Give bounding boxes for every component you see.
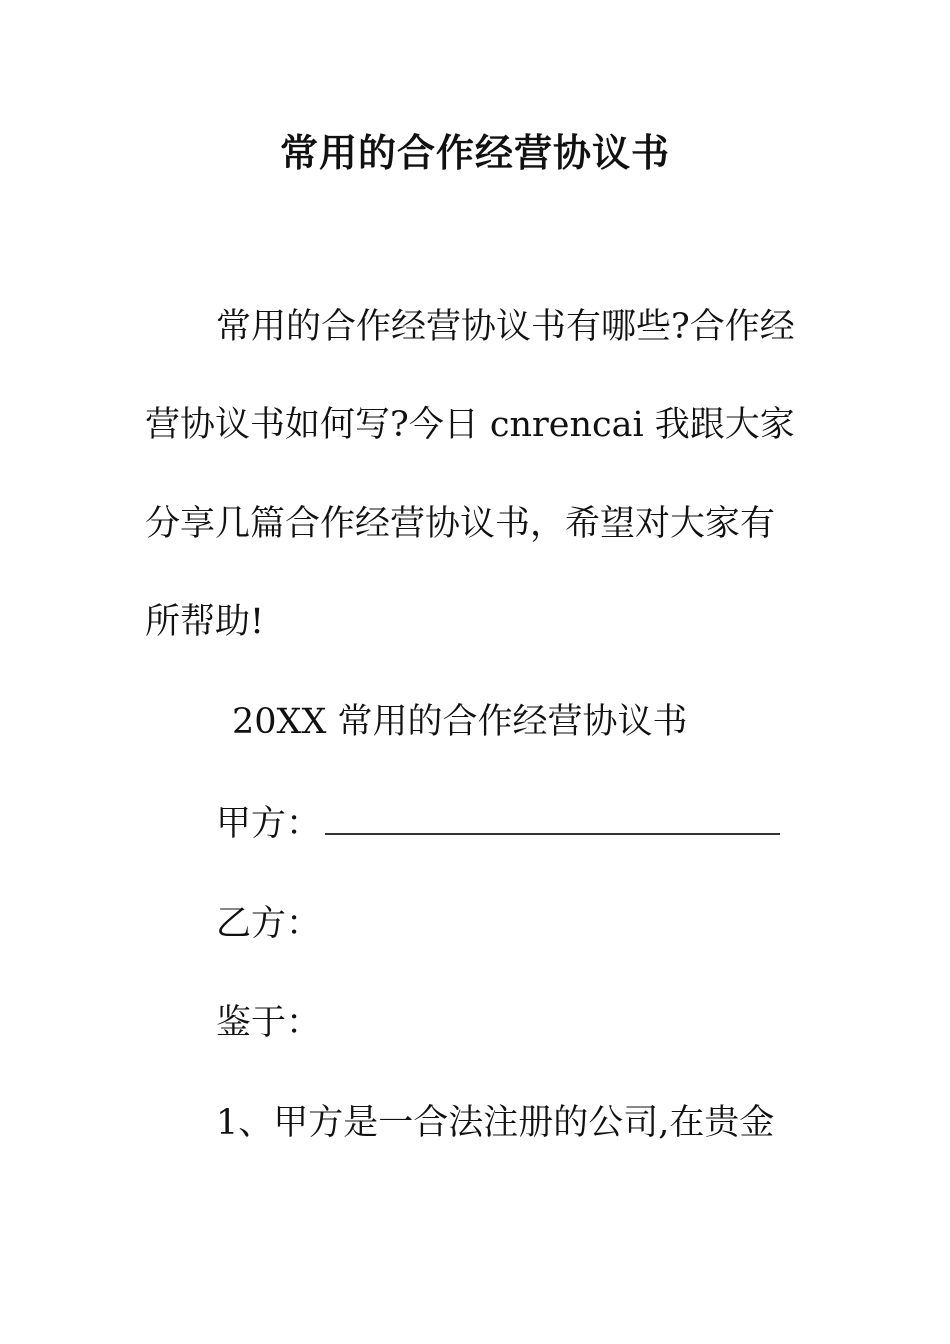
intro-line-2: 营协议书如何写?今日 cnrencai 我跟大家 <box>145 405 795 445</box>
agreement-subtitle: 20XX 常用的合作经营协议书 <box>232 702 688 742</box>
document-title: 常用的合作经营协议书 <box>279 130 670 175</box>
party-a-label: 甲方： <box>216 804 322 844</box>
whereas-label: 鉴于： <box>216 1003 322 1043</box>
intro-line-3: 分享几篇合作经营协议书，希望对大家有 <box>145 504 776 544</box>
intro-line-1: 常用的合作经营协议书有哪些?合作经 <box>216 307 795 347</box>
intro-line-4: 所帮助! <box>145 602 265 642</box>
party-b-label: 乙方： <box>216 904 322 944</box>
party-a-blank-line <box>325 805 780 835</box>
clause-1: 1、甲方是一合法注册的公司,在贵金 <box>216 1103 775 1143</box>
party-a-row <box>216 802 780 846</box>
